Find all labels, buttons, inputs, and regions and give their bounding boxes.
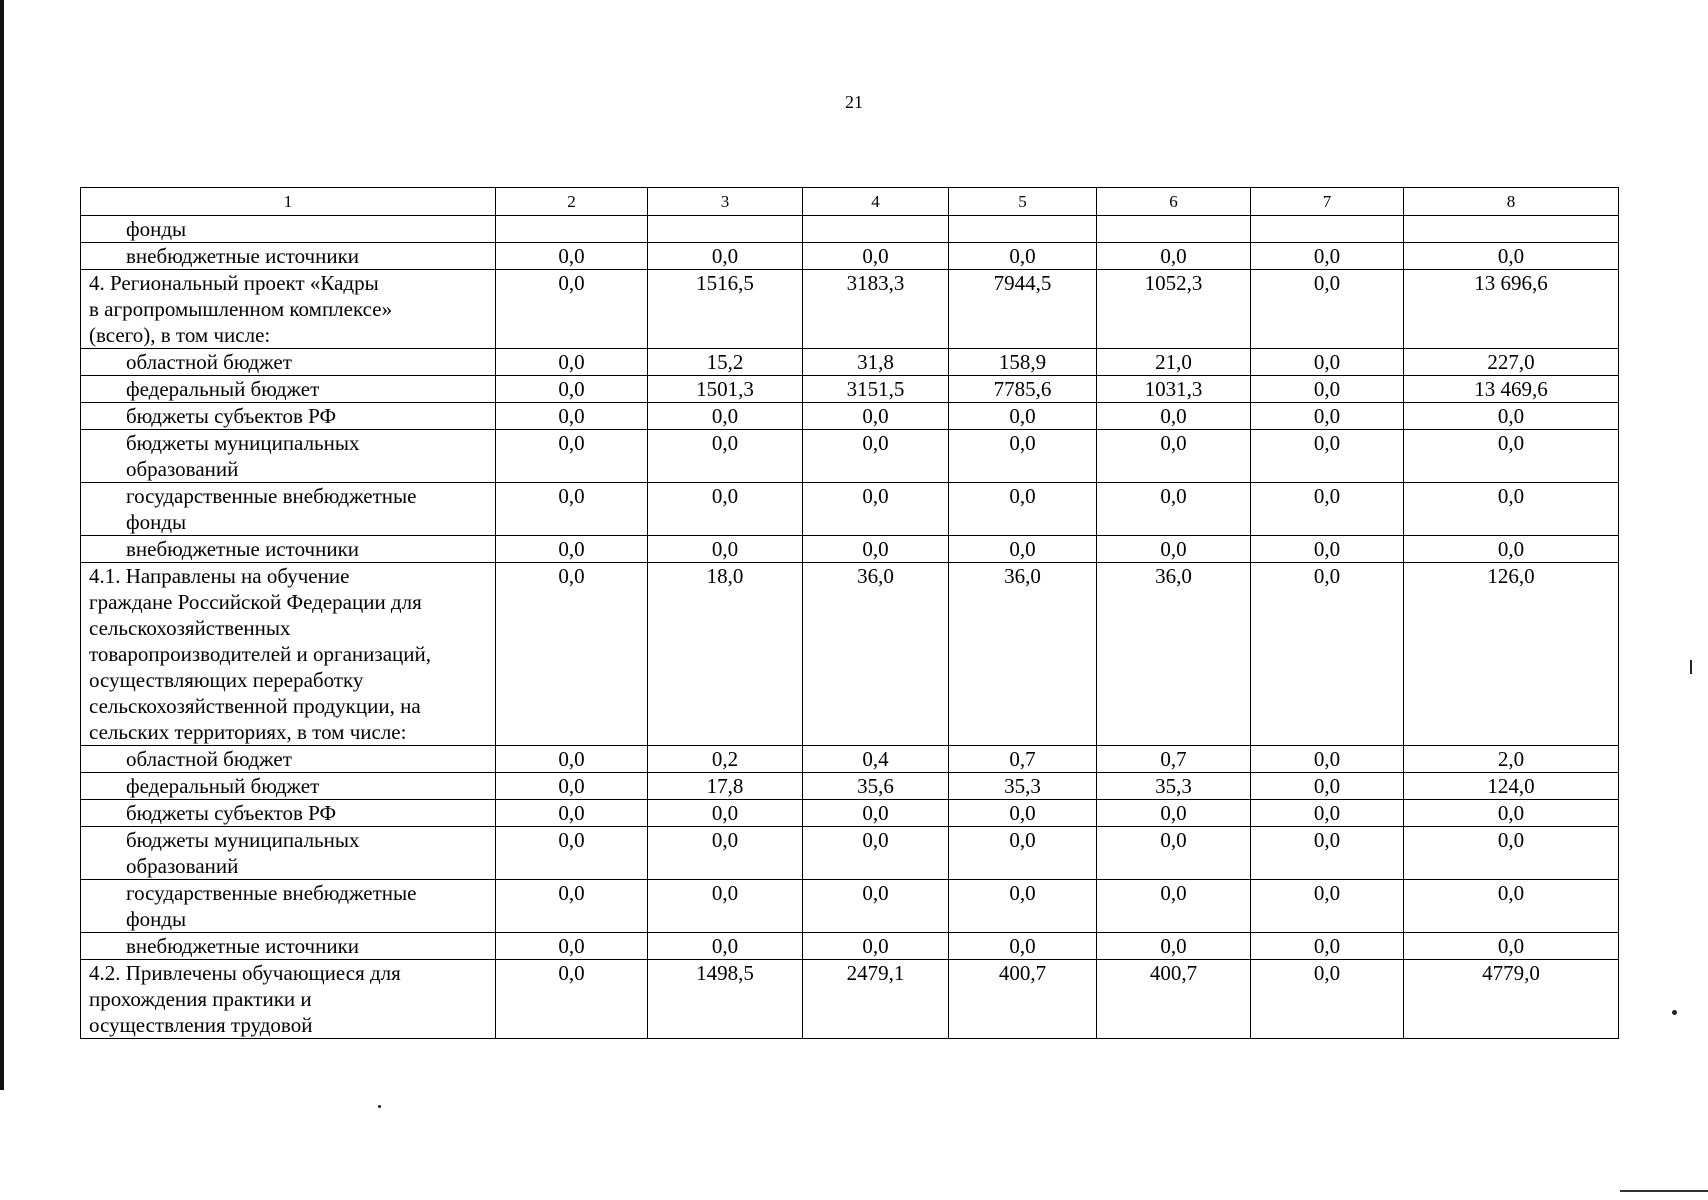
value-cell-col-6: 0,7 [1097,746,1251,773]
value-cell-col-2: 0,0 [496,746,648,773]
value-cell-col-8: 0,0 [1404,827,1619,880]
value-cell-col-2: 0,0 [496,243,648,270]
value-cell-col-2: 0,0 [496,536,648,563]
table-body [81,216,1619,1039]
table-row [81,563,1619,746]
value-cell-col-3: 0,0 [648,800,803,827]
value-cell-col-3: 0,2 [648,746,803,773]
budget-table [80,187,1619,1039]
row-label-line: прохождения практики и [89,987,312,1011]
value-cell-col-4: 0,0 [803,430,949,483]
row-label [81,746,496,773]
value-cell-col-5: 0,0 [949,403,1097,430]
row-label-line: граждане Российской Федерации для [89,590,422,614]
value-cell-col-8: 126,0 [1404,563,1619,746]
value-cell-col-7: 0,0 [1251,960,1404,1039]
page-number: 21 [845,92,863,112]
value-cell-col-3: 0,0 [648,536,803,563]
value-cell-col-8: 0,0 [1404,243,1619,270]
value-cell-col-5: 7785,6 [949,376,1097,403]
row-label [81,376,496,403]
table-row [81,216,1619,243]
column-header-6: 6 [1097,188,1251,216]
value-cell-col-3: 0,0 [648,827,803,880]
value-cell-col-5: 158,9 [949,349,1097,376]
value-cell-col-4: 3151,5 [803,376,949,403]
table-row [81,376,1619,403]
row-label [81,536,496,563]
row-label-line: сельскохозяйственных [89,616,291,640]
table-row [81,960,1619,1039]
row-label-line: осуществления трудовой [89,1013,313,1037]
row-label-line: фонды [126,217,187,241]
value-cell-col-7: 0,0 [1251,746,1404,773]
row-label-line: сельскохозяйственной продукции, на [89,694,421,718]
row-label [81,243,496,270]
value-cell-col-8: 13 469,6 [1404,376,1619,403]
value-cell-col-7: 0,0 [1251,933,1404,960]
row-label-line: 4. Региональный проект «Кадры [89,271,379,295]
value-cell-col-2: 0,0 [496,270,648,349]
value-cell-col-6: 0,0 [1097,880,1251,933]
value-cell-col-5 [949,216,1097,243]
table-row [81,880,1619,933]
value-cell-col-7: 0,0 [1251,349,1404,376]
value-cell-col-5: 0,0 [949,536,1097,563]
value-cell-col-7: 0,0 [1251,243,1404,270]
row-label [81,933,496,960]
value-cell-col-4: 0,0 [803,933,949,960]
value-cell-col-8: 0,0 [1404,933,1619,960]
value-cell-col-4: 0,0 [803,483,949,536]
row-label [81,483,496,536]
value-cell-col-5: 7944,5 [949,270,1097,349]
row-label [81,960,496,1039]
row-label-line: в агропромышленном комплексе» [89,297,393,321]
row-label-line: внебюджетные источники [126,934,360,958]
value-cell-col-2: 0,0 [496,430,648,483]
column-header-2: 2 [496,188,648,216]
row-label-line: образований [126,854,239,878]
value-cell-col-7: 0,0 [1251,773,1404,800]
value-cell-col-3: 15,2 [648,349,803,376]
value-cell-col-3: 18,0 [648,563,803,746]
value-cell-col-7: 0,0 [1251,430,1404,483]
value-cell-col-4: 3183,3 [803,270,949,349]
row-label-line: внебюджетные источники [126,244,360,268]
value-cell-col-8: 0,0 [1404,430,1619,483]
value-cell-col-5: 0,0 [949,880,1097,933]
value-cell-col-2: 0,0 [496,800,648,827]
row-label-line: областной бюджет [126,747,292,771]
row-label-line: бюджеты субъектов РФ [126,801,337,825]
value-cell-col-5: 0,0 [949,243,1097,270]
value-cell-col-2 [496,216,648,243]
scan-speck [1690,660,1692,674]
row-label [81,270,496,349]
row-label-line: внебюджетные источники [126,537,360,561]
value-cell-col-3: 17,8 [648,773,803,800]
value-cell-col-5: 0,0 [949,800,1097,827]
value-cell-col-4: 0,0 [803,827,949,880]
row-label-line: осуществляющих переработку [89,668,364,692]
table-row [81,349,1619,376]
value-cell-col-3: 1516,5 [648,270,803,349]
value-cell-col-5: 0,0 [949,483,1097,536]
row-label-line: товаропроизводителей и организаций, [89,642,431,666]
value-cell-col-2: 0,0 [496,960,648,1039]
table-row [81,536,1619,563]
row-label-line: фонды [126,907,187,931]
value-cell-col-4: 0,0 [803,243,949,270]
value-cell-col-8 [1404,216,1619,243]
value-cell-col-7: 0,0 [1251,563,1404,746]
value-cell-col-2: 0,0 [496,376,648,403]
value-cell-col-3 [648,216,803,243]
table-row [81,430,1619,483]
scan-speck [378,1105,381,1108]
table-row [81,827,1619,880]
row-label-line: областной бюджет [126,350,292,374]
table-row [81,800,1619,827]
value-cell-col-7: 0,0 [1251,827,1404,880]
value-cell-col-7: 0,0 [1251,536,1404,563]
value-cell-col-4: 2479,1 [803,960,949,1039]
row-label-line: федеральный бюджет [126,377,320,401]
value-cell-col-3: 1501,3 [648,376,803,403]
row-label-line: государственные внебюджетные [126,881,417,905]
value-cell-col-4: 31,8 [803,349,949,376]
value-cell-col-8: 4779,0 [1404,960,1619,1039]
value-cell-col-4: 36,0 [803,563,949,746]
value-cell-col-6: 0,0 [1097,933,1251,960]
row-label [81,216,496,243]
value-cell-col-6: 36,0 [1097,563,1251,746]
value-cell-col-7: 0,0 [1251,483,1404,536]
row-label [81,880,496,933]
value-cell-col-2: 0,0 [496,349,648,376]
column-header-4: 4 [803,188,949,216]
table-row [81,773,1619,800]
row-label [81,349,496,376]
value-cell-col-6: 0,0 [1097,243,1251,270]
value-cell-col-5: 0,7 [949,746,1097,773]
value-cell-col-5: 36,0 [949,563,1097,746]
value-cell-col-7: 0,0 [1251,800,1404,827]
scan-left-edge [0,0,4,1090]
value-cell-col-3: 0,0 [648,933,803,960]
table-row [81,270,1619,349]
row-label [81,773,496,800]
value-cell-col-7: 0,0 [1251,403,1404,430]
table-row [81,933,1619,960]
value-cell-col-8: 0,0 [1404,880,1619,933]
value-cell-col-6: 1031,3 [1097,376,1251,403]
column-number-row [81,188,1619,216]
column-header-8: 8 [1404,188,1619,216]
value-cell-col-5: 0,0 [949,430,1097,483]
value-cell-col-8: 0,0 [1404,483,1619,536]
value-cell-col-4 [803,216,949,243]
value-cell-col-2: 0,0 [496,880,648,933]
value-cell-col-3: 0,0 [648,483,803,536]
row-label-line: образований [126,457,239,481]
value-cell-col-4: 0,0 [803,536,949,563]
value-cell-col-2: 0,0 [496,563,648,746]
row-label [81,563,496,746]
value-cell-col-7: 0,0 [1251,270,1404,349]
value-cell-col-4: 35,6 [803,773,949,800]
value-cell-col-6: 0,0 [1097,430,1251,483]
value-cell-col-2: 0,0 [496,483,648,536]
value-cell-col-6: 1052,3 [1097,270,1251,349]
value-cell-col-4: 0,0 [803,800,949,827]
value-cell-col-6: 0,0 [1097,800,1251,827]
value-cell-col-3: 0,0 [648,430,803,483]
value-cell-col-3: 1498,5 [648,960,803,1039]
value-cell-col-6: 400,7 [1097,960,1251,1039]
row-label [81,800,496,827]
value-cell-col-6: 21,0 [1097,349,1251,376]
value-cell-col-5: 400,7 [949,960,1097,1039]
value-cell-col-8: 227,0 [1404,349,1619,376]
value-cell-col-2: 0,0 [496,933,648,960]
column-header-7: 7 [1251,188,1404,216]
value-cell-col-7 [1251,216,1404,243]
value-cell-col-5: 0,0 [949,827,1097,880]
value-cell-col-6: 0,0 [1097,536,1251,563]
value-cell-col-2: 0,0 [496,403,648,430]
value-cell-col-8: 0,0 [1404,536,1619,563]
value-cell-col-6: 0,0 [1097,827,1251,880]
row-label-line: сельских территориях, в том числе: [89,720,407,744]
table-row [81,403,1619,430]
scan-speck [1672,1010,1677,1015]
column-header-5: 5 [949,188,1097,216]
value-cell-col-3: 0,0 [648,403,803,430]
row-label-line: бюджеты муниципальных [126,828,360,852]
value-cell-col-8: 124,0 [1404,773,1619,800]
table-row [81,746,1619,773]
value-cell-col-7: 0,0 [1251,376,1404,403]
value-cell-col-4: 0,0 [803,880,949,933]
row-label-line: (всего), в том числе: [89,323,271,347]
row-label-line: государственные внебюджетные [126,484,417,508]
row-label [81,827,496,880]
value-cell-col-2: 0,0 [496,773,648,800]
value-cell-col-7: 0,0 [1251,880,1404,933]
row-label [81,403,496,430]
table-row [81,243,1619,270]
value-cell-col-6: 0,0 [1097,483,1251,536]
value-cell-col-8: 0,0 [1404,800,1619,827]
row-label-line: фонды [126,510,187,534]
value-cell-col-6 [1097,216,1251,243]
value-cell-col-8: 0,0 [1404,403,1619,430]
value-cell-col-4: 0,0 [803,403,949,430]
value-cell-col-3: 0,0 [648,880,803,933]
row-label-line: бюджеты субъектов РФ [126,404,337,428]
scan-edge-mark [1620,1190,1708,1192]
row-label-line: 4.1. Направлены на обучение [89,564,350,588]
value-cell-col-8: 2,0 [1404,746,1619,773]
table-row [81,483,1619,536]
column-header-3: 3 [648,188,803,216]
value-cell-col-5: 0,0 [949,933,1097,960]
column-header-1: 1 [81,188,496,216]
row-label-line: бюджеты муниципальных [126,431,360,455]
value-cell-col-6: 0,0 [1097,403,1251,430]
value-cell-col-3: 0,0 [648,243,803,270]
value-cell-col-2: 0,0 [496,827,648,880]
row-label-line: 4.2. Привлечены обучающиеся для [89,961,401,985]
value-cell-col-8: 13 696,6 [1404,270,1619,349]
value-cell-col-6: 35,3 [1097,773,1251,800]
row-label-line: федеральный бюджет [126,774,320,798]
value-cell-col-5: 35,3 [949,773,1097,800]
value-cell-col-4: 0,4 [803,746,949,773]
row-label [81,430,496,483]
